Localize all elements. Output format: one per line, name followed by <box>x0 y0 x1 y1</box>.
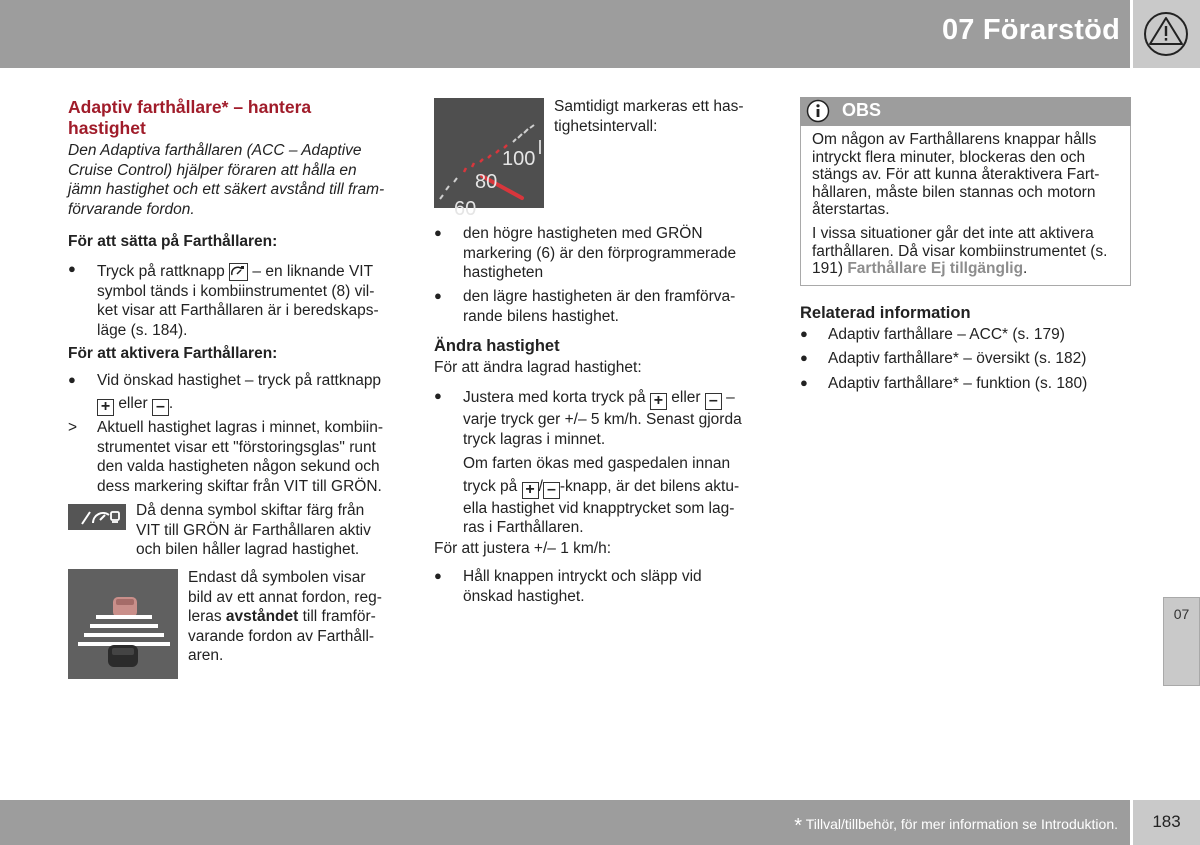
related-link[interactable]: Adaptiv farthållare* – översikt (s. 182) <box>828 350 1087 367</box>
related-link[interactable]: Adaptiv farthållare* – funktion (s. 180) <box>828 375 1088 392</box>
list-item: Justera med korta tryck på + eller – – varje tryck ger +/– 5 km/h. Senast gjorda tryck lagras i minnet. Om farten ökas med gaspedalen innan tryck på + / – -knapp, är det bilens aktu- ella hastighet vid knapptrycket som lag- ras i Farthållaren. <box>463 389 742 536</box>
bullet: ● <box>68 372 76 387</box>
bullet: ● <box>800 375 808 390</box>
bullet: ● <box>800 326 808 341</box>
list-item: Håll knappen intryckt och släpp vid önskad hastighet. <box>463 568 702 605</box>
plus-key-icon: + <box>650 393 667 410</box>
gauge-label-100: 100 <box>502 148 536 170</box>
result-paragraph: Aktuell hastighet lagras i minnet, kombiin- strumentet visar ett "förstoringsglas" runt den valda hastigheten någon sekund och dess markering skiftar från VIT till GRÖN. <box>97 419 384 495</box>
warning-icon-box <box>1133 0 1200 68</box>
section-heading: Adaptiv farthållare* – hantera hastighet <box>68 97 312 138</box>
subheading-activate: För att aktivera Farthållaren: <box>68 345 278 362</box>
chapter-side-tab-label: 07 <box>1173 606 1190 622</box>
info-icon <box>806 99 830 128</box>
illustration-description: Endast då symbolen visar bild av ett annat fordon, reg- leras avståndet till framför- varande fordon av Farthåll- aren. <box>188 569 382 664</box>
list-item: Vid önskad hastighet – tryck på rattknapp + eller – . <box>97 372 382 415</box>
footer-note: * Tillval/tillbehör, för mer information se Introduktion. <box>794 815 1118 837</box>
list-item: Tryck på rattknapp – en liknande VIT symbol tänds i kombiinstrumentet (8) vil- ket visar att Farthållaren är i beredskaps- läge (s. 184). <box>97 263 379 339</box>
bullet: ● <box>68 261 76 276</box>
gauge-caption: Samtidigt markeras ett has- tighetsintervall: <box>554 98 744 135</box>
note-paragraph-2: I vissa situationer går det inte att aktivera farthållaren. Då visar kombiinstrumentet (s. 191) Farthållare Ej tillgänglig. <box>812 225 1108 277</box>
note-paragraph-1: Om någon av Farthållarens knappar hålls intryckt flera minuter, blockeras den och stängs av. För att kunna återaktivera Fart- hållaren, måste bilen stannas och motorn återstartas. <box>812 131 1100 218</box>
steering-wheel-button-icon <box>229 263 248 281</box>
bullet: ● <box>434 225 442 240</box>
plus-key-icon: + <box>97 399 114 416</box>
gauge-label-60: 60 <box>454 198 477 220</box>
note-title: OBS <box>842 100 882 120</box>
bullet: ● <box>434 388 442 403</box>
warning-triangle-icon <box>1133 0 1200 68</box>
gauge-label-80: 80 <box>475 171 498 193</box>
minus-key-icon: – <box>705 393 722 410</box>
related-heading: Relaterad information <box>800 304 971 322</box>
bullet: ● <box>800 350 808 365</box>
minus-key-icon: – <box>152 399 169 416</box>
related-link[interactable]: Adaptiv farthållare – ACC* (s. 179) <box>828 326 1065 343</box>
bullet: ● <box>434 288 442 303</box>
result-arrow: > <box>68 419 78 436</box>
speedometer-illustration <box>434 98 544 220</box>
symbol-description: Då denna symbol skiftar färg från VIT till GRÖN är Farthållaren aktiv och bilen håller lagrad hastighet. <box>136 502 371 558</box>
heading-change-speed: Ändra hastighet <box>434 337 560 355</box>
list-item: den lägre hastigheten är den framförva- rande bilens hastighet. <box>463 288 736 325</box>
acc-symbol-icon <box>68 504 126 530</box>
subheading-turn-on: För att sätta på Farthållaren: <box>68 233 278 250</box>
fine-adjust-intro: För att justera +/– 1 km/h: <box>434 540 612 557</box>
page-number: 183 <box>1152 812 1181 831</box>
change-speed-intro: För att ändra lagrad hastighet: <box>434 359 642 376</box>
list-item: den högre hastigheten med GRÖN markering (6) är den förprogrammerade hastigheten <box>463 225 737 281</box>
minus-key-icon: – <box>543 482 560 499</box>
plus-key-icon: + <box>522 482 539 499</box>
chapter-title: 07 Förarstöd <box>941 14 1120 46</box>
distance-illustration <box>68 569 178 679</box>
intro-paragraph: Den Adaptiva farthållaren (ACC – Adaptive Cruise Control) hjälper föraren att hålla en jämn hastighet och ett säkert avstånd till fram- förvarande fordon. <box>68 142 385 218</box>
bullet: ● <box>434 568 442 583</box>
link-farthallare-ej-tillganglig[interactable]: Farthållare Ej tillgänglig <box>847 260 1024 277</box>
